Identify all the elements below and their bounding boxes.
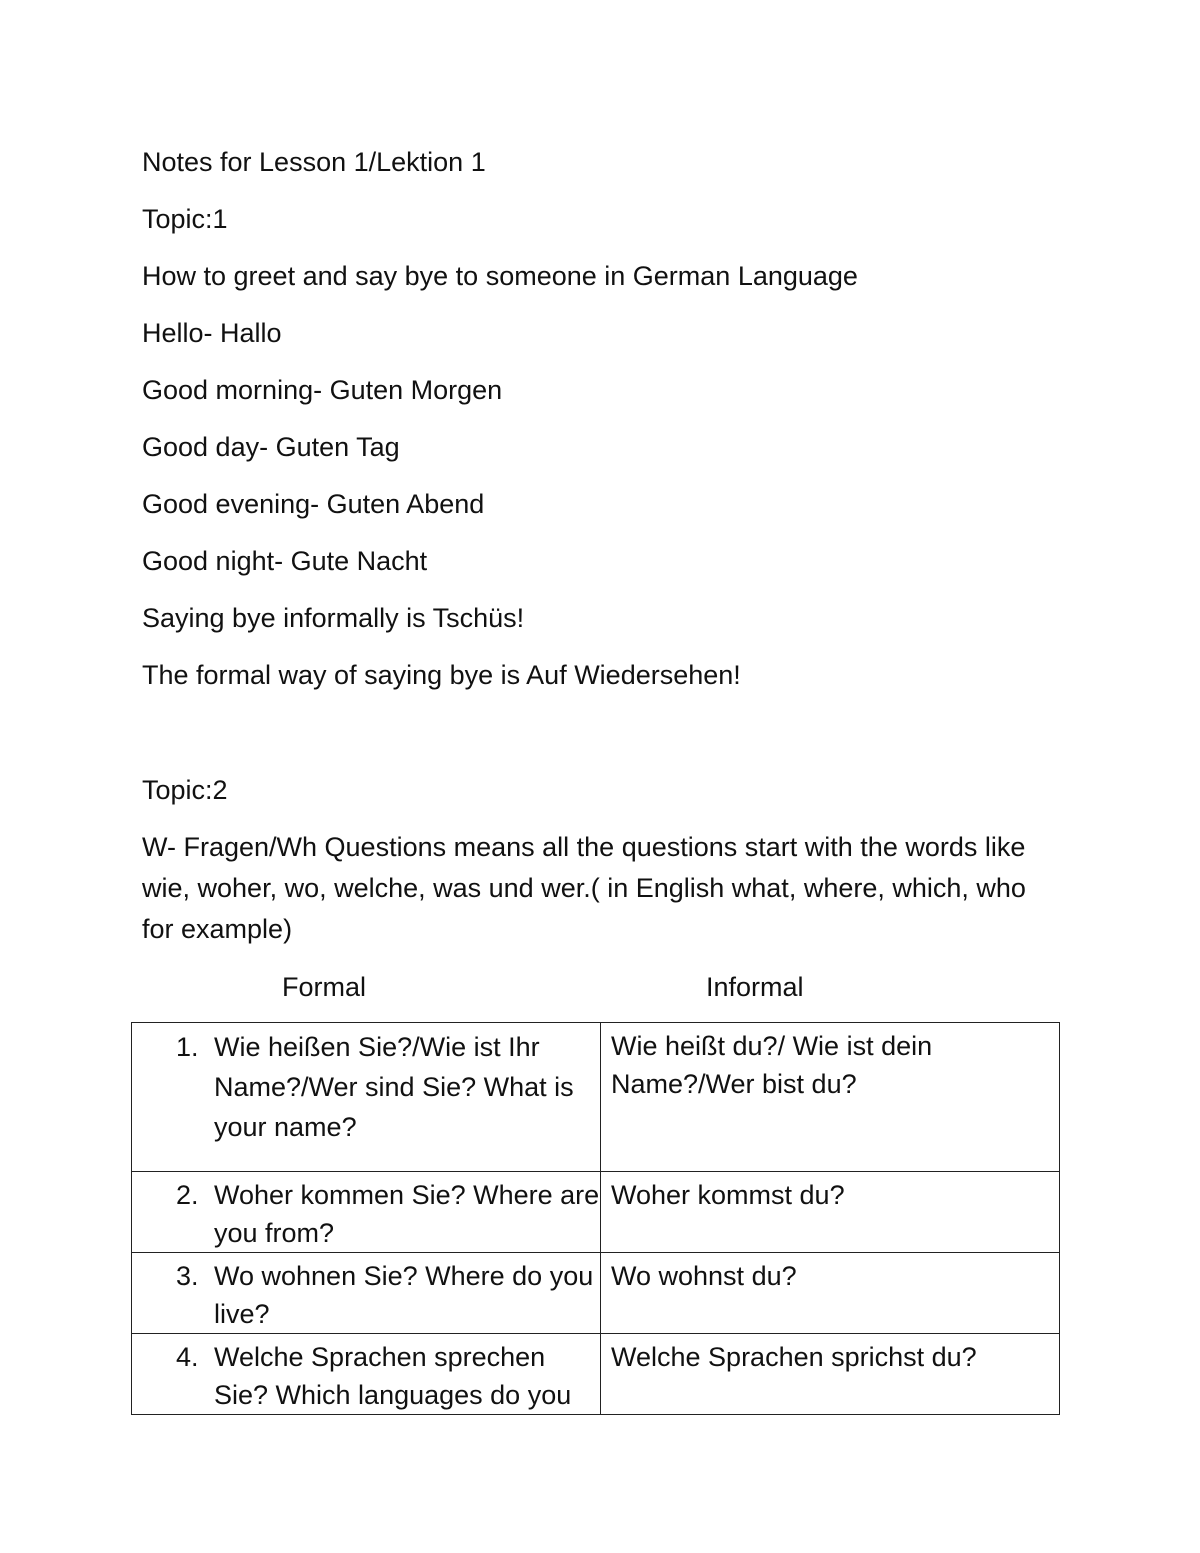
greeting-line: Good day- Guten Tag (142, 432, 400, 462)
formal-question: Woher kommen Sie? Where are you from? (214, 1180, 600, 1248)
row-number: 2. (176, 1180, 199, 1210)
page-title: Notes for Lesson 1/Lektion 1 (142, 147, 486, 177)
table-row (132, 1023, 1060, 1172)
topic2-label: Topic:2 (142, 775, 228, 805)
formal-question: Wo wohnen Sie? Where do you live? (214, 1261, 594, 1329)
questions-table (131, 1022, 1060, 1415)
informal-cell (601, 1023, 1060, 1172)
formal-question: Wie heißen Sie?/Wie ist Ihr Name?/Wer sind Sie? What is your name? (214, 1032, 574, 1142)
table-row (132, 1334, 1060, 1415)
informal-question: Wie heißt du?/ Wie ist dein Name?/Wer bist du? (611, 1031, 933, 1099)
informal-question: Wo wohnst du? (611, 1261, 797, 1291)
informal-question: Woher kommst du? (611, 1180, 845, 1210)
informal-question: Welche Sprachen sprichst du? (611, 1342, 977, 1372)
greeting-line: Saying bye informally is Tschüs! (142, 603, 525, 633)
topic1-heading: How to greet and say bye to someone in German Language (142, 261, 858, 291)
greeting-line: Hello- Hallo (142, 318, 282, 348)
formal-cell (132, 1253, 601, 1334)
informal-column-header: Informal (706, 972, 804, 1002)
informal-cell (601, 1253, 1060, 1334)
row-number: 3. (176, 1261, 199, 1291)
formal-cell (132, 1023, 601, 1172)
topic1-label: Topic:1 (142, 204, 228, 234)
greeting-line: Good evening- Guten Abend (142, 489, 485, 519)
table-row (132, 1253, 1060, 1334)
row-number: 4. (176, 1342, 199, 1372)
greeting-line: Good morning- Guten Morgen (142, 375, 503, 405)
table-row (132, 1172, 1060, 1253)
greeting-line: The formal way of saying bye is Auf Wiedersehen! (142, 660, 741, 690)
formal-column-header: Formal (282, 972, 367, 1002)
formal-cell (132, 1334, 601, 1415)
formal-question: Welche Sprachen sprechen Sie? Which languages do you (214, 1342, 572, 1410)
formal-cell (132, 1172, 601, 1253)
informal-cell (601, 1334, 1060, 1415)
topic2-paragraph: W- Fragen/Wh Questions means all the questions start with the words like wie, woher, wo, welche, was und wer.( in English what, where, which, who for example) (142, 832, 1026, 944)
greeting-line: Good night- Gute Nacht (142, 546, 428, 576)
informal-cell (601, 1172, 1060, 1253)
row-number: 1. (176, 1032, 199, 1062)
